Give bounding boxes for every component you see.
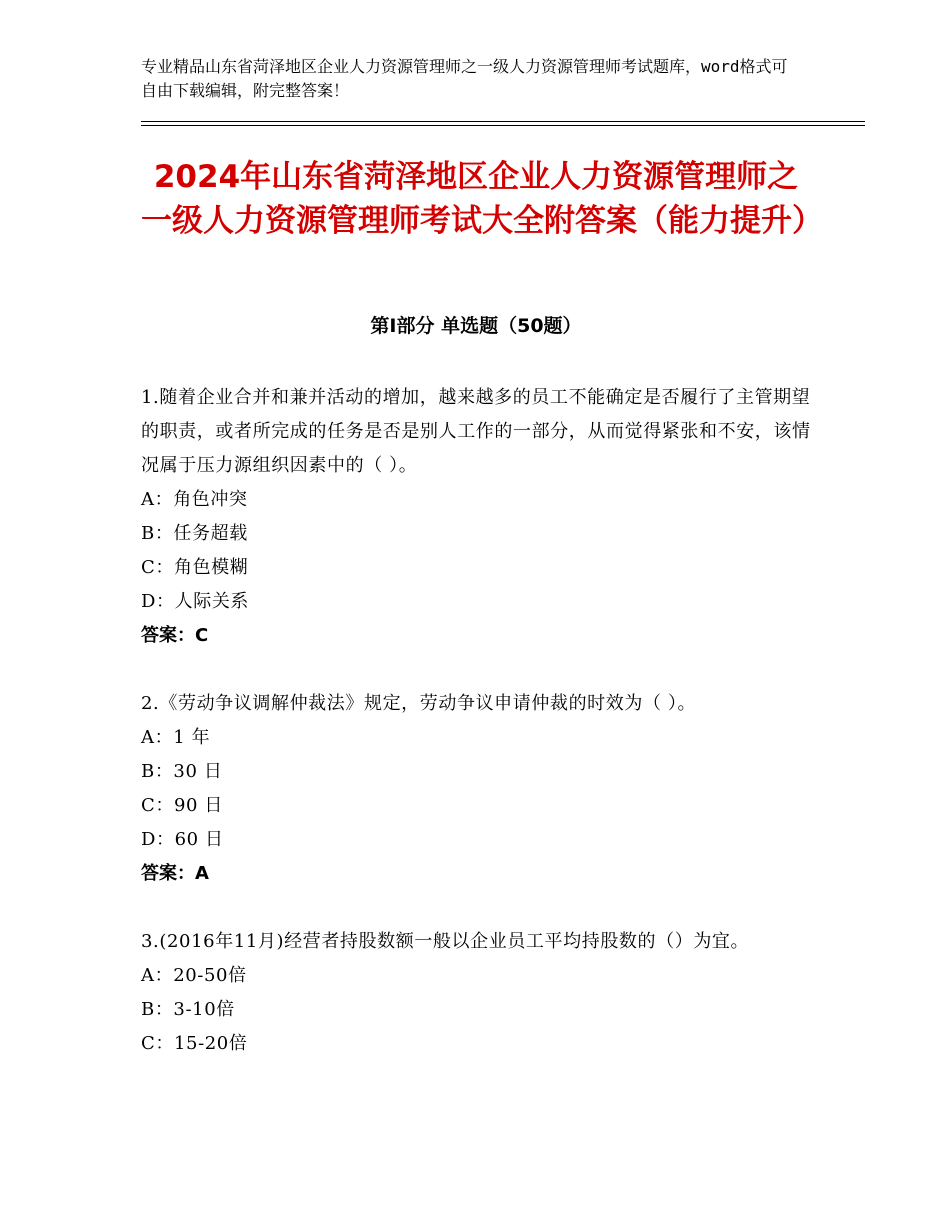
option-a: A：角色冲突: [141, 489, 248, 510]
option-b: B：3-10倍: [141, 999, 235, 1020]
option-b: B：任务超载: [141, 523, 248, 544]
answer: 答案：C: [141, 625, 209, 646]
question-stem: 1.随着企业合并和兼并活动的增加，越来越多的员工不能确定是否履行了主管期望的职责，或者所完成的任务是否是别人工作的一部分，从而觉得紧张和不安，该情况属于压力源组织因素中的（ ）。: [141, 387, 811, 476]
option-b: B：30 日: [141, 761, 223, 782]
option-a: A：20-50倍: [141, 965, 247, 986]
answer: 答案：A: [141, 863, 209, 884]
section-title: 第Ⅰ部分 单选题（50题）: [370, 315, 582, 337]
question-1: [141, 381, 811, 653]
header-rule-bottom: [141, 125, 865, 126]
header-rule-top: [141, 121, 865, 122]
option-c: C：角色模糊: [141, 557, 249, 578]
option-c: C：15-20倍: [141, 1033, 248, 1054]
question-stem: 3.(2016年11月)经营者持股数额一般以企业员工平均持股数的（）为宜。: [141, 931, 750, 952]
question-2: [141, 687, 811, 891]
header-note: 专业精品山东省菏泽地区企业人力资源管理师之一级人力资源管理师考试题库，word格式可自由下载编辑，附完整答案！: [141, 57, 788, 100]
question-3: [141, 925, 811, 1061]
option-d: D：60 日: [141, 829, 224, 850]
option-d: D：人际关系: [141, 591, 250, 612]
option-c: C：90 日: [141, 795, 223, 816]
question-list: [141, 381, 811, 1095]
document-title: 2024年山东省菏泽地区企业人力资源管理师之一级人力资源管理师考试大全附答案（能力提升）: [141, 159, 823, 239]
question-stem: 2.《劳动争议调解仲裁法》规定，劳动争议申请仲裁的时效为（ ）。: [141, 693, 697, 714]
option-a: A：1 年: [141, 727, 211, 748]
